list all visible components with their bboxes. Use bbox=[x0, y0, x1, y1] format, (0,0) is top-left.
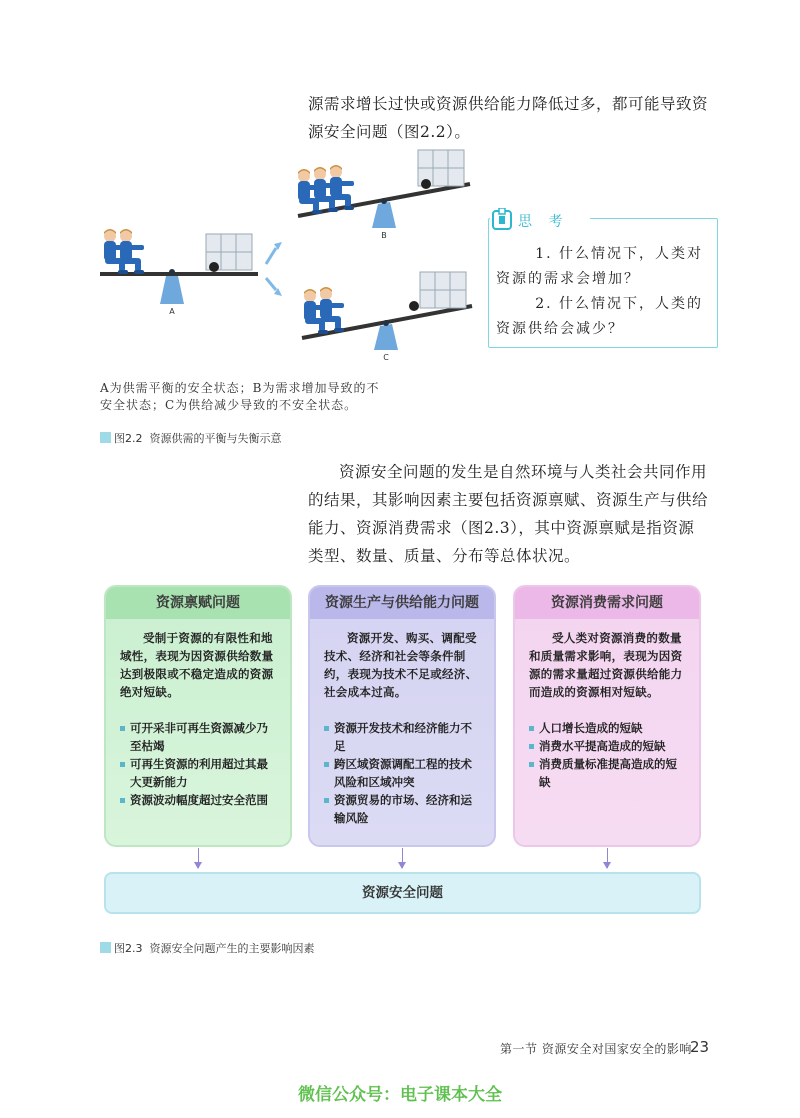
seesaw-b bbox=[298, 150, 470, 240]
watermark: 微信公众号：电子课本大全 bbox=[298, 1085, 502, 1105]
fig-2-3-caption bbox=[100, 940, 315, 956]
down-arrow-icon bbox=[194, 862, 202, 869]
list-item: 资源贸易的市场、经济和运输风险 bbox=[324, 791, 482, 827]
fig-2-2-caption bbox=[100, 430, 282, 446]
down-arrow-icon bbox=[603, 862, 611, 869]
section-footer: 第一节 资源安全对国家安全的影响 bbox=[500, 1042, 692, 1056]
think-question-1: 1. 什么情况下，人类对资源的需求会增加？ bbox=[496, 246, 703, 287]
factor-box-consumption-demand bbox=[513, 585, 701, 847]
factor-box-title: 资源消费需求问题 bbox=[515, 587, 699, 619]
caption-marker bbox=[100, 942, 111, 953]
body-paragraph: 资源安全问题的发生是自然环境与人类社会共同作用的结果，其影响因素主要包括资源禀赋、资源生产与供给能力、资源消费需求（图2.3），其中资源禀赋是指资源类型、数量、质量、分布等总体状况。 bbox=[308, 463, 709, 565]
think-question-2: 2. 什么情况下，人类的资源供给会减少？ bbox=[496, 296, 703, 337]
list-item: 资源开发技术和经济能力不足 bbox=[324, 719, 482, 755]
fig-2-3-num: 图2.3 bbox=[114, 942, 143, 955]
factor-box-title: 资源禀赋问题 bbox=[106, 587, 290, 619]
page-number: 23 bbox=[690, 1038, 710, 1056]
list-item: 资源波动幅度超过安全范围 bbox=[120, 791, 278, 809]
factor-box-endowment bbox=[104, 585, 292, 847]
intro-paragraph: 源需求增长过快或资源供给能力降低过多，都可能导致资源安全问题（图2.2）。 bbox=[308, 95, 709, 141]
list-item: 可开采非可再生资源减少乃至枯竭 bbox=[120, 719, 278, 755]
down-arrow-icon bbox=[398, 862, 406, 869]
label-b: B bbox=[381, 231, 387, 240]
factor-box-production-supply bbox=[308, 585, 496, 847]
think-title: 思 考 bbox=[518, 214, 569, 230]
list-item: 消费质量标准提高造成的短缺 bbox=[529, 755, 687, 791]
list-item: 跨区域资源调配工程的技术风险和区域冲突 bbox=[324, 755, 482, 791]
list-item: 可再生资源的利用超过其最大更新能力 bbox=[120, 755, 278, 791]
factor-box-description: 资源开发、购买、调配受技术、经济和社会等条件制约，表现为技术不足或经济、社会成本过高。 bbox=[324, 631, 478, 699]
branch-arrows bbox=[266, 242, 282, 296]
list-item: 人口增长造成的短缺 bbox=[529, 719, 687, 737]
factor-box-list bbox=[324, 719, 482, 827]
illustration-caption: A为供需平衡的安全状态；B为需求增加导致的不安全状态；C为供给减少导致的不安全状态。 bbox=[100, 381, 380, 412]
list-item: 消费水平提高造成的短缺 bbox=[529, 737, 687, 755]
result-box: 资源安全问题 bbox=[104, 872, 701, 914]
factor-box-description: 受制于资源的有限性和地域性，表现为因资源供给数量达到极限或不稳定造成的资源绝对短缺。 bbox=[120, 631, 274, 699]
factor-box-title: 资源生产与供给能力问题 bbox=[310, 587, 494, 619]
fig-2-3-title: 资源安全问题产生的主要影响因素 bbox=[149, 942, 315, 955]
factor-box-description: 受人类对资源消费的数量和质量需求影响，表现为因资源的需求量超过资源供给能力而造成的资源相对短缺。 bbox=[529, 631, 683, 699]
seesaw-a bbox=[100, 229, 258, 316]
factor-box-list bbox=[120, 719, 278, 809]
label-a: A bbox=[169, 307, 175, 316]
fig-2-2-title: 资源供需的平衡与失衡示意 bbox=[149, 432, 282, 445]
seesaw-c bbox=[302, 272, 472, 362]
factor-box-list bbox=[529, 719, 687, 791]
think-icon bbox=[490, 208, 514, 232]
supply-demand-illustration bbox=[98, 146, 498, 376]
fig-2-2-num: 图2.2 bbox=[114, 432, 143, 445]
caption-marker bbox=[100, 432, 111, 443]
label-c: C bbox=[383, 353, 389, 362]
